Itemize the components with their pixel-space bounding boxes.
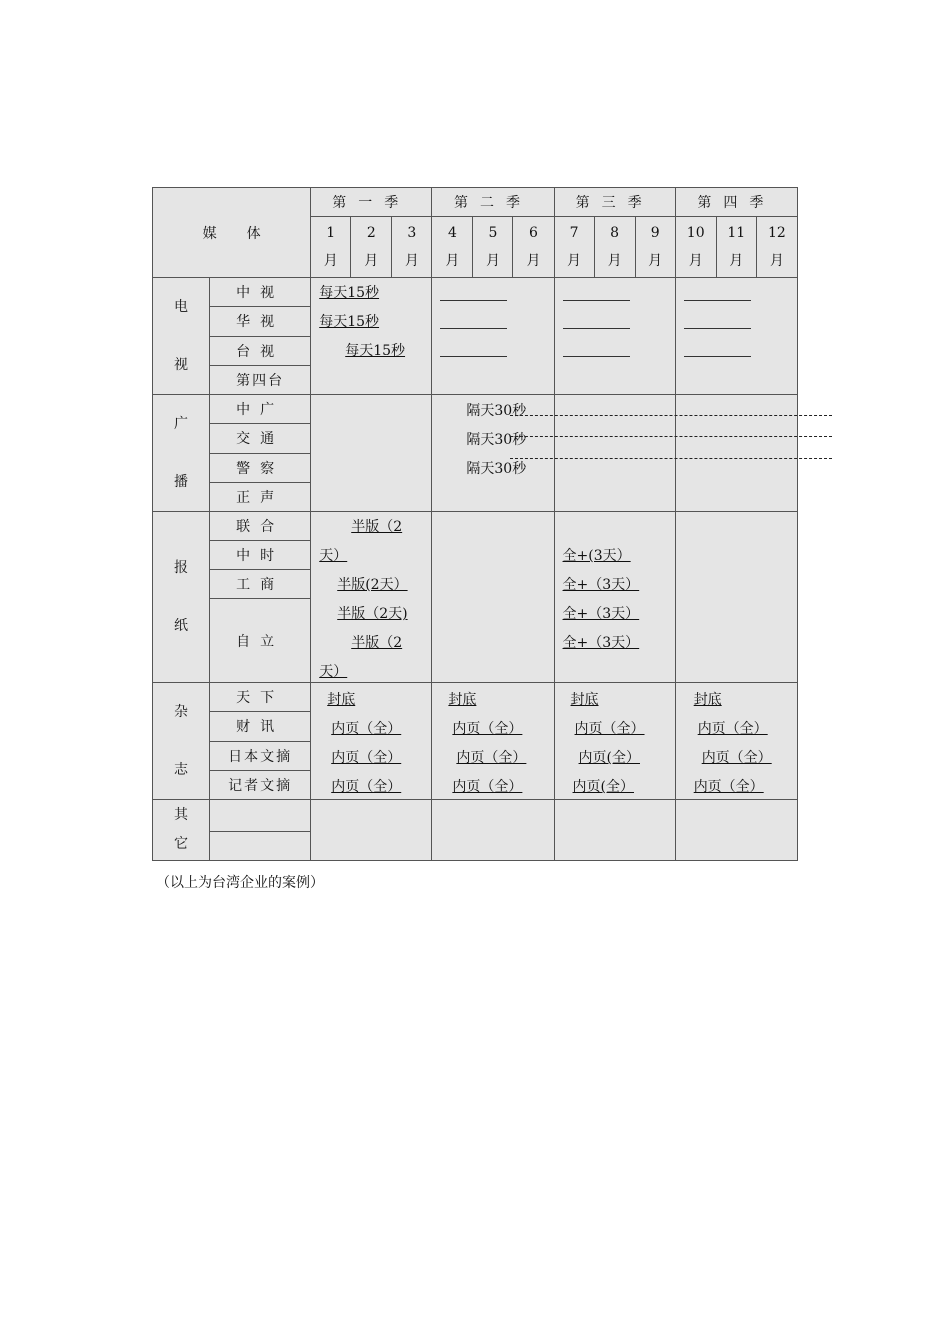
- tv-q1-line-2: 每天15秒: [319, 314, 380, 330]
- outlet-gongshang: 工商: [210, 570, 311, 599]
- newspaper-q1-line-6: 天）: [319, 664, 348, 680]
- radio-q4-cell: [675, 395, 797, 512]
- outlet-riben-wenzhai: 日本文摘: [210, 741, 311, 770]
- newspaper-q2-cell: [432, 512, 554, 683]
- other-q1-cell: [311, 800, 432, 861]
- newspaper-category: 报 纸: [153, 512, 210, 683]
- other-q2-cell: [432, 800, 554, 861]
- other-q3-cell: [554, 800, 675, 861]
- other-outlet-1: [210, 800, 311, 832]
- tv-q2-blank-3: [440, 356, 507, 357]
- magazine-q1-line-1: 封底: [327, 692, 356, 708]
- outlet-jingcha: 警察: [210, 453, 311, 482]
- quarter-1-header: 第一季: [311, 188, 432, 217]
- month-3: 3 月: [392, 217, 432, 278]
- month-5: 5 月: [473, 217, 513, 278]
- magazine-q1-line-2: 内页（全）: [331, 721, 402, 737]
- tv-q2-cell: [432, 278, 554, 395]
- magazine-q3-line-1: 封底: [570, 692, 599, 708]
- magazine-q4-line-1: 封底: [693, 692, 722, 708]
- magazine-q3-line-4: 内页(全）: [572, 779, 634, 795]
- magazine-q2-line-2: 内页（全）: [452, 721, 523, 737]
- newspaper-q1-line-1: 半版（2: [351, 519, 403, 535]
- month-11: 11 月: [716, 217, 756, 278]
- newspaper-q1-line-3: 半版(2天）: [337, 577, 408, 593]
- radio-q1-cell: [311, 395, 432, 512]
- month-8: 8 月: [594, 217, 635, 278]
- tv-q3-blank-1: [563, 300, 630, 301]
- magazine-q2-cell: [432, 683, 554, 800]
- newspaper-q1-line-2: 天）: [319, 548, 348, 564]
- magazine-q2-line-4: 内页（全）: [452, 779, 523, 795]
- outlet-lianhe: 联合: [210, 512, 311, 541]
- tv-q4-blank-2: [684, 328, 751, 329]
- radio-category: 广 播: [153, 395, 210, 512]
- magazine-category: 杂 志: [153, 683, 210, 800]
- magazine-q2-line-1: 封底: [448, 692, 477, 708]
- month-7: 7 月: [554, 217, 594, 278]
- radio-dash-line-1: [510, 415, 832, 416]
- month-10: 10 月: [675, 217, 716, 278]
- magazine-q3-cell: [554, 683, 675, 800]
- outlet-huashi: 华视: [210, 307, 311, 336]
- magazine-q4-line-4: 内页（全）: [693, 779, 764, 795]
- outlet-zhongguang: 中广: [210, 395, 311, 424]
- radio-q2-line-2: 隔天30秒: [466, 432, 527, 448]
- outlet-taishi: 台视: [210, 336, 311, 365]
- tv-q2-blank-1: [440, 300, 507, 301]
- tv-q1-cell: [311, 278, 432, 395]
- magazine-q1-line-3: 内页（全）: [331, 750, 402, 766]
- newspaper-q3-line-2: 全+（3天）: [562, 577, 640, 593]
- outlet-zhongshi-paper: 中时: [210, 541, 311, 570]
- month-9: 9 月: [635, 217, 675, 278]
- month-4: 4 月: [432, 217, 473, 278]
- newspaper-q3-line-3: 全+（3天）: [562, 606, 640, 622]
- outlet-fourth-channel: 第四台: [210, 365, 311, 394]
- radio-q2-line-3: 隔天30秒: [466, 461, 527, 477]
- media-schedule-table: [152, 187, 798, 861]
- quarter-4-header: 第四季: [675, 188, 797, 217]
- magazine-q3-line-3: 内页(全）: [578, 750, 640, 766]
- tv-q4-blank-3: [684, 356, 751, 357]
- magazine-q3-line-2: 内页（全）: [574, 721, 645, 737]
- tv-q1-line-1: 每天15秒: [319, 285, 380, 301]
- quarter-2-header: 第二季: [432, 188, 554, 217]
- magazine-q4-line-2: 内页（全）: [697, 721, 768, 737]
- magazine-q4-line-3: 内页（全）: [701, 750, 772, 766]
- radio-q3-cell: [554, 395, 675, 512]
- other-q4-cell: [675, 800, 797, 861]
- outlet-jizhe-wenzhai: 记者文摘: [210, 770, 311, 799]
- outlet-zili: 自立: [210, 599, 311, 683]
- magazine-q1-line-4: 内页（全）: [331, 779, 402, 795]
- tv-q3-cell: [554, 278, 675, 395]
- magazine-q4-cell: [675, 683, 797, 800]
- outlet-jiaotong: 交通: [210, 424, 311, 453]
- month-2: 2 月: [351, 217, 392, 278]
- footnote: （以上为台湾企业的案例）: [156, 875, 324, 891]
- radio-dash-line-2: [510, 436, 832, 437]
- tv-q4-blank-1: [684, 300, 751, 301]
- month-1: 1 月: [311, 217, 351, 278]
- other-outlet-2: [210, 832, 311, 861]
- outlet-caixun: 财讯: [210, 712, 311, 741]
- media-header: 媒体: [153, 188, 311, 278]
- tv-category: 电 视: [153, 278, 210, 395]
- magazine-q1-cell: [311, 683, 432, 800]
- radio-dash-line-3: [510, 458, 832, 459]
- outlet-tianxia: 天下: [210, 683, 311, 712]
- quarter-3-header: 第三季: [554, 188, 675, 217]
- newspaper-q3-line-1: 全+(3天）: [562, 548, 631, 564]
- newspaper-q1-cell: [311, 512, 432, 683]
- magazine-q2-line-3: 内页（全）: [456, 750, 527, 766]
- newspaper-q3-line-4: 全+（3天）: [562, 635, 640, 651]
- newspaper-q4-cell: [675, 512, 797, 683]
- tv-q2-blank-2: [440, 328, 507, 329]
- tv-q3-blank-3: [563, 356, 630, 357]
- newspaper-q3-cell: [554, 512, 675, 683]
- month-6: 6 月: [513, 217, 554, 278]
- other-category: 其 它: [153, 800, 210, 861]
- tv-q1-line-3: 每天15秒: [345, 343, 406, 359]
- radio-q2-line-1: 隔天30秒: [466, 403, 527, 419]
- month-12: 12 月: [756, 217, 797, 278]
- newspaper-q1-line-5: 半版（2: [351, 635, 403, 651]
- tv-q3-blank-2: [563, 328, 630, 329]
- radio-q2-cell: [432, 395, 554, 512]
- outlet-zhongshi: 中视: [210, 278, 311, 307]
- newspaper-q1-line-4: 半版（2天): [337, 606, 408, 622]
- outlet-zhengsheng: 正声: [210, 482, 311, 511]
- tv-q4-cell: [675, 278, 797, 395]
